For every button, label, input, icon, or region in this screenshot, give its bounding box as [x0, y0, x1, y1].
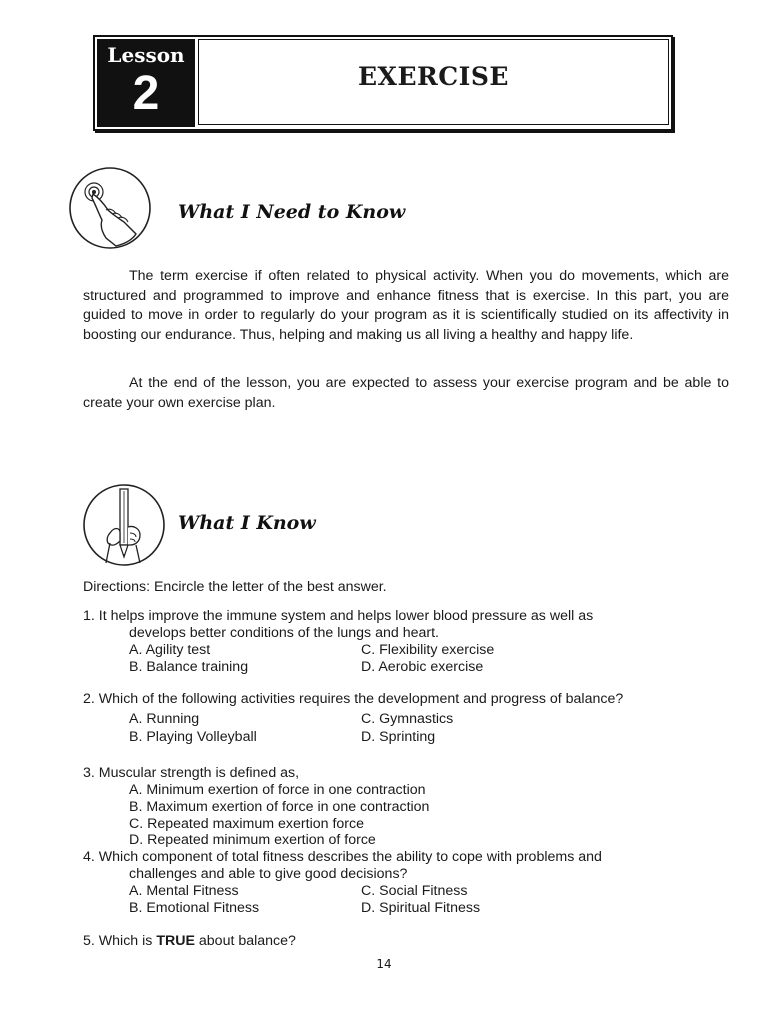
- q4-choice-c: C. Social Fitness: [361, 883, 468, 899]
- question-5-suffix: about balance?: [194, 933, 296, 949]
- section-heading-need-to-know: What I Need to Know: [178, 201, 406, 223]
- lesson-title: EXERCISE: [358, 62, 509, 91]
- q2-choice-d: D. Sprinting: [361, 729, 436, 745]
- q1-choice-c: C. Flexibility exercise: [361, 642, 495, 658]
- q1-choice-b: B. Balance training: [129, 659, 249, 675]
- question-5-text: [83, 933, 296, 950]
- q3-choice-b: B. Maximum exertion of force in one contraction: [129, 799, 430, 815]
- question-5-prefix: 5. Which is: [83, 933, 157, 949]
- q1-choice-d: D. Aerobic exercise: [361, 659, 484, 675]
- page-number: 14: [376, 957, 392, 971]
- question-1-text: 1. It helps improve the immune system and helps lower blood pressure as well as: [83, 608, 594, 624]
- lesson-title-box: [198, 39, 669, 125]
- lesson-header: [93, 35, 673, 131]
- q1-choice-a: A. Agility test: [129, 642, 211, 658]
- question-2-text: 2. Which of the following activities requires the development and progress of balance?: [83, 691, 624, 707]
- finger-tap-icon: [66, 166, 154, 250]
- lesson-label: Lesson: [107, 43, 185, 67]
- question-3-text: 3. Muscular strength is defined as,: [83, 765, 300, 781]
- q2-choice-c: C. Gymnastics: [361, 711, 454, 727]
- section-heading-what-i-know: What I Know: [178, 512, 316, 534]
- directions: Directions: Encircle the letter of the best answer.: [83, 579, 387, 595]
- question-5-emphasis: TRUE: [156, 933, 195, 949]
- lesson-number: 2: [132, 67, 160, 120]
- q3-choice-c: C. Repeated maximum exertion force: [129, 816, 364, 832]
- q2-choice-a: A. Running: [129, 711, 200, 727]
- q3-choice-d: D. Repeated minimum exertion of force: [129, 832, 376, 848]
- intro-paragraph: The term exercise if often related to physical activity. When you do movements, which are structured and programmed to improve and enhance fitness that is exercise. In this part, you are guided to move in order to regularly do your program as it is scientifically studied on its affectivity in boosting our endurance. Thus, helping and making us all living a healthy and happy life.: [83, 268, 729, 343]
- q2-choice-b: B. Playing Volleyball: [129, 729, 257, 745]
- question-4-text-cont: challenges and able to give good decisions?: [129, 866, 408, 882]
- q4-choice-b: B. Emotional Fitness: [129, 900, 260, 916]
- lesson-badge: [97, 39, 195, 127]
- question-4-text: 4. Which component of total fitness describes the ability to cope with problems and: [83, 849, 602, 865]
- q3-choice-a: A. Minimum exertion of force in one contraction: [129, 782, 426, 798]
- objective-paragraph: At the end of the lesson, you are expected to assess your exercise program and be able to create your own exercise plan.: [83, 375, 729, 411]
- q4-choice-a: A. Mental Fitness: [129, 883, 239, 899]
- question-1-text-cont: develops better conditions of the lungs and heart.: [129, 625, 439, 641]
- hand-pencil-icon: [80, 483, 168, 567]
- q4-choice-d: D. Spiritual Fitness: [361, 900, 481, 916]
